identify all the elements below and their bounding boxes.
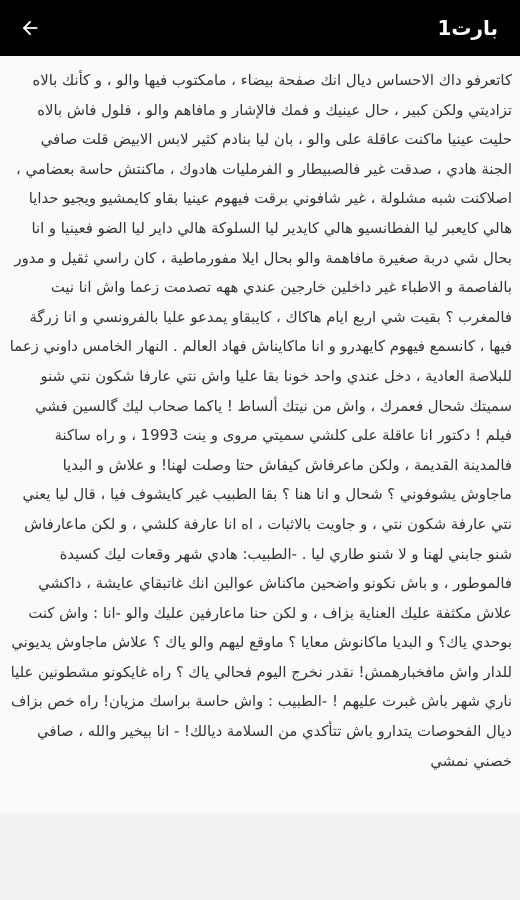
page-title: بارت1	[437, 16, 498, 40]
app-bar	[0, 0, 520, 56]
story-text: كاتعرفو داك الاحساس ديال انك صفحة بيضاء ، مامكتوب فيها والو ، و كأنك بالاه تزاديتي ولكن كبير ، حال عينيك و فمك فالإشار و مافاهم والو ، فلول فاش بالاه حليت عينيا ماكنت عاقلة على والو ، بان ليا بنادم كثير لابس الابيض قلت صافي الجنة هادي ، صدقت غير فالصبيطار و الفرمليات هادوك ، ماكنتش حاسة بعضامي ، اصلاكنت شبه مشلولة ، غير شافوني برقت فيهوم عينيا بقاو كايمشيو ويجيو حدايا هالي كايعبر ليا الفطانسيو هالي كايدير ليا السلوكة هالي داير ليا الضو فعينيا و انا بحال شي دربة صغيرة مافاهمة والو بحال ايلا مفورماطية ، كان راسي ثقيل و مدور بالفاصمة و الاطباء غير داخلين خارجين عندي ههه تصدمت زعما واش انا نيت فالمغرب ؟ بقيت شي اربع ايام هاكاك ، كايبقاو يمدعو عليا بالفرونسي و انا زرگة فيها ، كانسمع فيهوم كايهدرو و انا ماكايناش فهاد العالم . النهار الخامس داوني زعما للبلاصة العادية ، دخل عندي واحد خونا بقا عليا واش نتي عارفا شكون نتي شنو سميتك شحال فعمرك ، واش من نيتك ألساط ! ياكما صحاب ليك گالسين فشي فيلم ! دكتور انا عاقلة على كلشي سميتي مروى و ينت 1993 ، و راه ساكنة فالمدينة القديمة ، ولكن ماعرفاش كيفاش حتا وصلت لهنا! و علاش و البديا ماجاوش يشوفوني ؟ شحال و انا هنا ؟ بقا الطبيب غير كايشوف فيا ، قال ليا يعني نتي عارفة شكون نتي ، و جاويت بالاثبات ، اه انا عارفة كلشي ، و لكن ماعارفاش شنو جابني لهنا و لا شنو طاري ليا . -الطبيب: هادي شهر وقعات ليك كسيدة فالموطور ، و باش نكونو واضحين ماكناش عوالين انك غاتبقاي عايشة ، داكشي علاش مكثفة عليك العناية بزاف ، و لكن حنا ماعارفين عليك والو -انا : واش كنت بوحدي ياك؟ و البديا ماكانوش معايا ؟ ماوقع ليهم والو ياك ؟ علاش ماجاوش يديوني للدار واش مافخبارهمش! نقدر نخرج اليوم فحالي ياك ؟ راه غايكونو مشطونين عليا ناري شهر باش غبرت عليهم ! -الطبيب : واش حاسة براسك مزيان! راه خص بزاف ديال الفحوصات يتدارو باش تتأكدي من السلامة ديالك! - انا بيخير والله ، صافي خصني نمشي	[9, 72, 512, 770]
back-button[interactable]	[10, 8, 50, 48]
arrow-left-icon	[19, 17, 41, 39]
story-content[interactable]	[0, 56, 520, 814]
bottom-area	[0, 814, 520, 900]
